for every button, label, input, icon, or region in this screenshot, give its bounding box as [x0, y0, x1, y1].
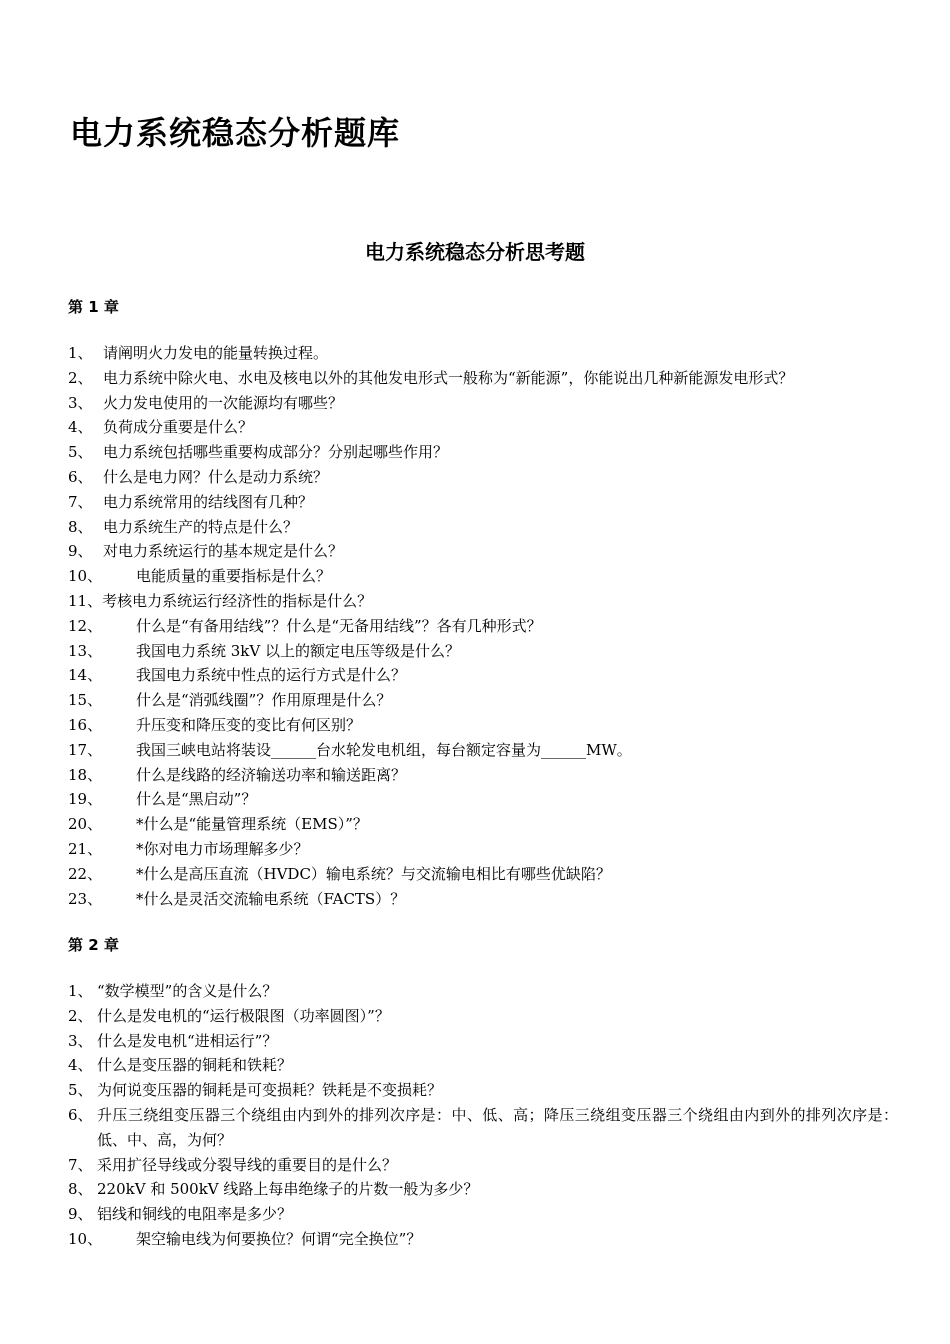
question-item — [68, 763, 898, 788]
question-number: 5、 — [68, 443, 93, 462]
question-item — [68, 440, 898, 465]
question-text: 什么是线路的经济输送功率和输送距离？ — [136, 765, 407, 784]
question-item — [68, 1029, 898, 1054]
chapter-2-heading: 第 2 章 — [68, 936, 119, 954]
question-text: 考核电力系统运行经济性的指标是什么？ — [102, 591, 373, 610]
question-text: “数学模型”的含义是什么？ — [97, 982, 278, 1000]
question-item — [68, 366, 898, 391]
question-number: 10、 — [68, 567, 103, 586]
section-title: 电力系统稳态分析思考题 — [365, 240, 585, 264]
question-item — [68, 663, 898, 688]
question-text: 负荷成分重要是什么？ — [103, 418, 254, 437]
question-text: 什么是变压器的铜耗和铁耗？ — [97, 1056, 293, 1075]
question-text: 升压三绕组变压器三个绕组由内到外的排列次序是：中、低、高；降压三绕组变压器三个绕组由内到外的排列次序是：低、中、高，为何？ — [97, 1105, 898, 1149]
question-text: 火力发电使用的一次能源均有哪些？ — [103, 393, 344, 412]
question-number: 8、 — [68, 1180, 93, 1199]
question-text: *什么是“能量管理系统（EMS）”？ — [136, 815, 368, 834]
question-text: 什么是“有备用结线”？什么是“无备用结线”？各有几种形式？ — [136, 616, 542, 635]
question-text: 什么是发电机“进相运行”？ — [97, 1031, 278, 1050]
question-text: 为何说变压器的铜耗是可变损耗？铁耗是不变损耗？ — [97, 1081, 443, 1100]
question-item — [68, 415, 898, 440]
question-number: 7、 — [68, 492, 93, 511]
question-item — [68, 837, 898, 862]
question-text: 我国电力系统中性点的运行方式是什么？ — [136, 666, 407, 685]
question-text: 升压变和降压变的变比有何区别？ — [136, 715, 362, 734]
question-text: 我国三峡电站将装设______台水轮发电机组，每台额定容量为______MW。 — [136, 740, 632, 759]
question-item — [68, 1103, 898, 1153]
question-number: 6、 — [68, 467, 93, 486]
question-number: 17、 — [68, 740, 103, 759]
question-item — [68, 539, 898, 564]
question-number: 5、 — [68, 1081, 93, 1100]
question-text: 什么是发电机的“运行极限图（功率圆图）”？ — [97, 1006, 390, 1025]
question-number: 20、 — [68, 815, 103, 834]
question-number: 23、 — [68, 889, 103, 908]
question-number: 10、 — [68, 1229, 103, 1248]
question-number: 18、 — [68, 765, 103, 784]
question-item — [68, 812, 898, 837]
question-text: *什么是高压直流（HVDC）输电系统？与交流输电相比有哪些优缺陷？ — [136, 864, 611, 883]
question-number: 2、 — [68, 368, 93, 387]
question-number: 7、 — [68, 1155, 93, 1174]
question-text: 电能质量的重要指标是什么？ — [136, 567, 332, 586]
question-item — [68, 515, 898, 540]
question-item — [68, 887, 898, 912]
question-text: 电力系统中除火电、水电及核电以外的其他发电形式一般称为“新能源”，你能说出几种新能源发电形式？ — [103, 368, 794, 387]
question-text: 电力系统生产的特点是什么？ — [103, 517, 299, 536]
question-item — [68, 490, 898, 515]
question-number: 19、 — [68, 790, 103, 809]
question-text: 请阐明火力发电的能量转换过程。 — [103, 344, 329, 362]
question-item — [68, 639, 898, 664]
question-number: 3、 — [68, 1031, 93, 1050]
question-text: 什么是电力网？什么是动力系统？ — [103, 467, 329, 486]
question-number: 1、 — [68, 982, 93, 1000]
question-item — [68, 391, 898, 416]
question-number: 13、 — [68, 641, 103, 660]
question-item — [68, 738, 898, 763]
question-text: 什么是“消弧线圈”？作用原理是什么？ — [136, 691, 392, 710]
question-number: 2、 — [68, 1006, 93, 1025]
question-item — [68, 1078, 898, 1103]
question-item — [68, 1004, 898, 1029]
question-number: 6、 — [68, 1105, 93, 1124]
document-title: 电力系统稳态分析题库 — [70, 114, 401, 152]
question-text: 架空输电线为何要换位？何谓“完全换位”？ — [136, 1229, 422, 1248]
question-text: 采用扩径导线或分裂导线的重要目的是什么？ — [97, 1155, 398, 1174]
question-item — [68, 564, 898, 589]
question-text: 铝线和铜线的电阻率是多少？ — [97, 1205, 293, 1224]
question-item — [68, 862, 898, 887]
question-number: 9、 — [68, 542, 93, 561]
question-number: 4、 — [68, 418, 93, 437]
question-item — [68, 1202, 898, 1227]
question-item — [68, 688, 898, 713]
question-item — [68, 1227, 898, 1252]
chapter-1-question-list — [68, 341, 898, 911]
question-number: 9、 — [68, 1205, 93, 1224]
question-number: 22、 — [68, 864, 103, 883]
question-number: 8、 — [68, 517, 93, 536]
question-text: *你对电力市场理解多少？ — [136, 839, 309, 858]
question-item — [68, 465, 898, 490]
question-text: 220kV 和 500kV 线路上每串绝缘子的片数一般为多少？ — [97, 1180, 479, 1199]
question-text: 电力系统包括哪些重要构成部分？分别起哪些作用？ — [103, 443, 449, 462]
question-item — [68, 341, 898, 366]
question-number: 21、 — [68, 839, 103, 858]
question-item — [68, 614, 898, 639]
question-item — [68, 1053, 898, 1078]
question-text: 我国电力系统 3kV 以上的额定电压等级是什么？ — [136, 641, 461, 660]
question-text: 什么是“黑启动”？ — [136, 790, 257, 809]
question-item — [68, 713, 898, 738]
question-text: 对电力系统运行的基本规定是什么？ — [103, 542, 344, 561]
chapter-2-question-list — [68, 979, 898, 1252]
question-number: 1、 — [68, 344, 93, 362]
question-number: 12、 — [68, 616, 103, 635]
question-item — [68, 589, 898, 614]
question-item — [68, 787, 898, 812]
chapter-1-heading: 第 1 章 — [68, 298, 119, 316]
question-number: 14、 — [68, 666, 103, 685]
question-number: 4、 — [68, 1056, 93, 1075]
question-text: *什么是灵活交流输电系统（FACTS）？ — [136, 889, 406, 908]
question-text: 电力系统常用的结线图有几种？ — [103, 492, 314, 511]
question-item — [68, 979, 898, 1004]
question-item — [68, 1177, 898, 1202]
question-number: 16、 — [68, 715, 103, 734]
question-number: 11、 — [68, 591, 103, 610]
question-number: 3、 — [68, 393, 93, 412]
question-number: 15、 — [68, 691, 103, 710]
question-item — [68, 1153, 898, 1178]
